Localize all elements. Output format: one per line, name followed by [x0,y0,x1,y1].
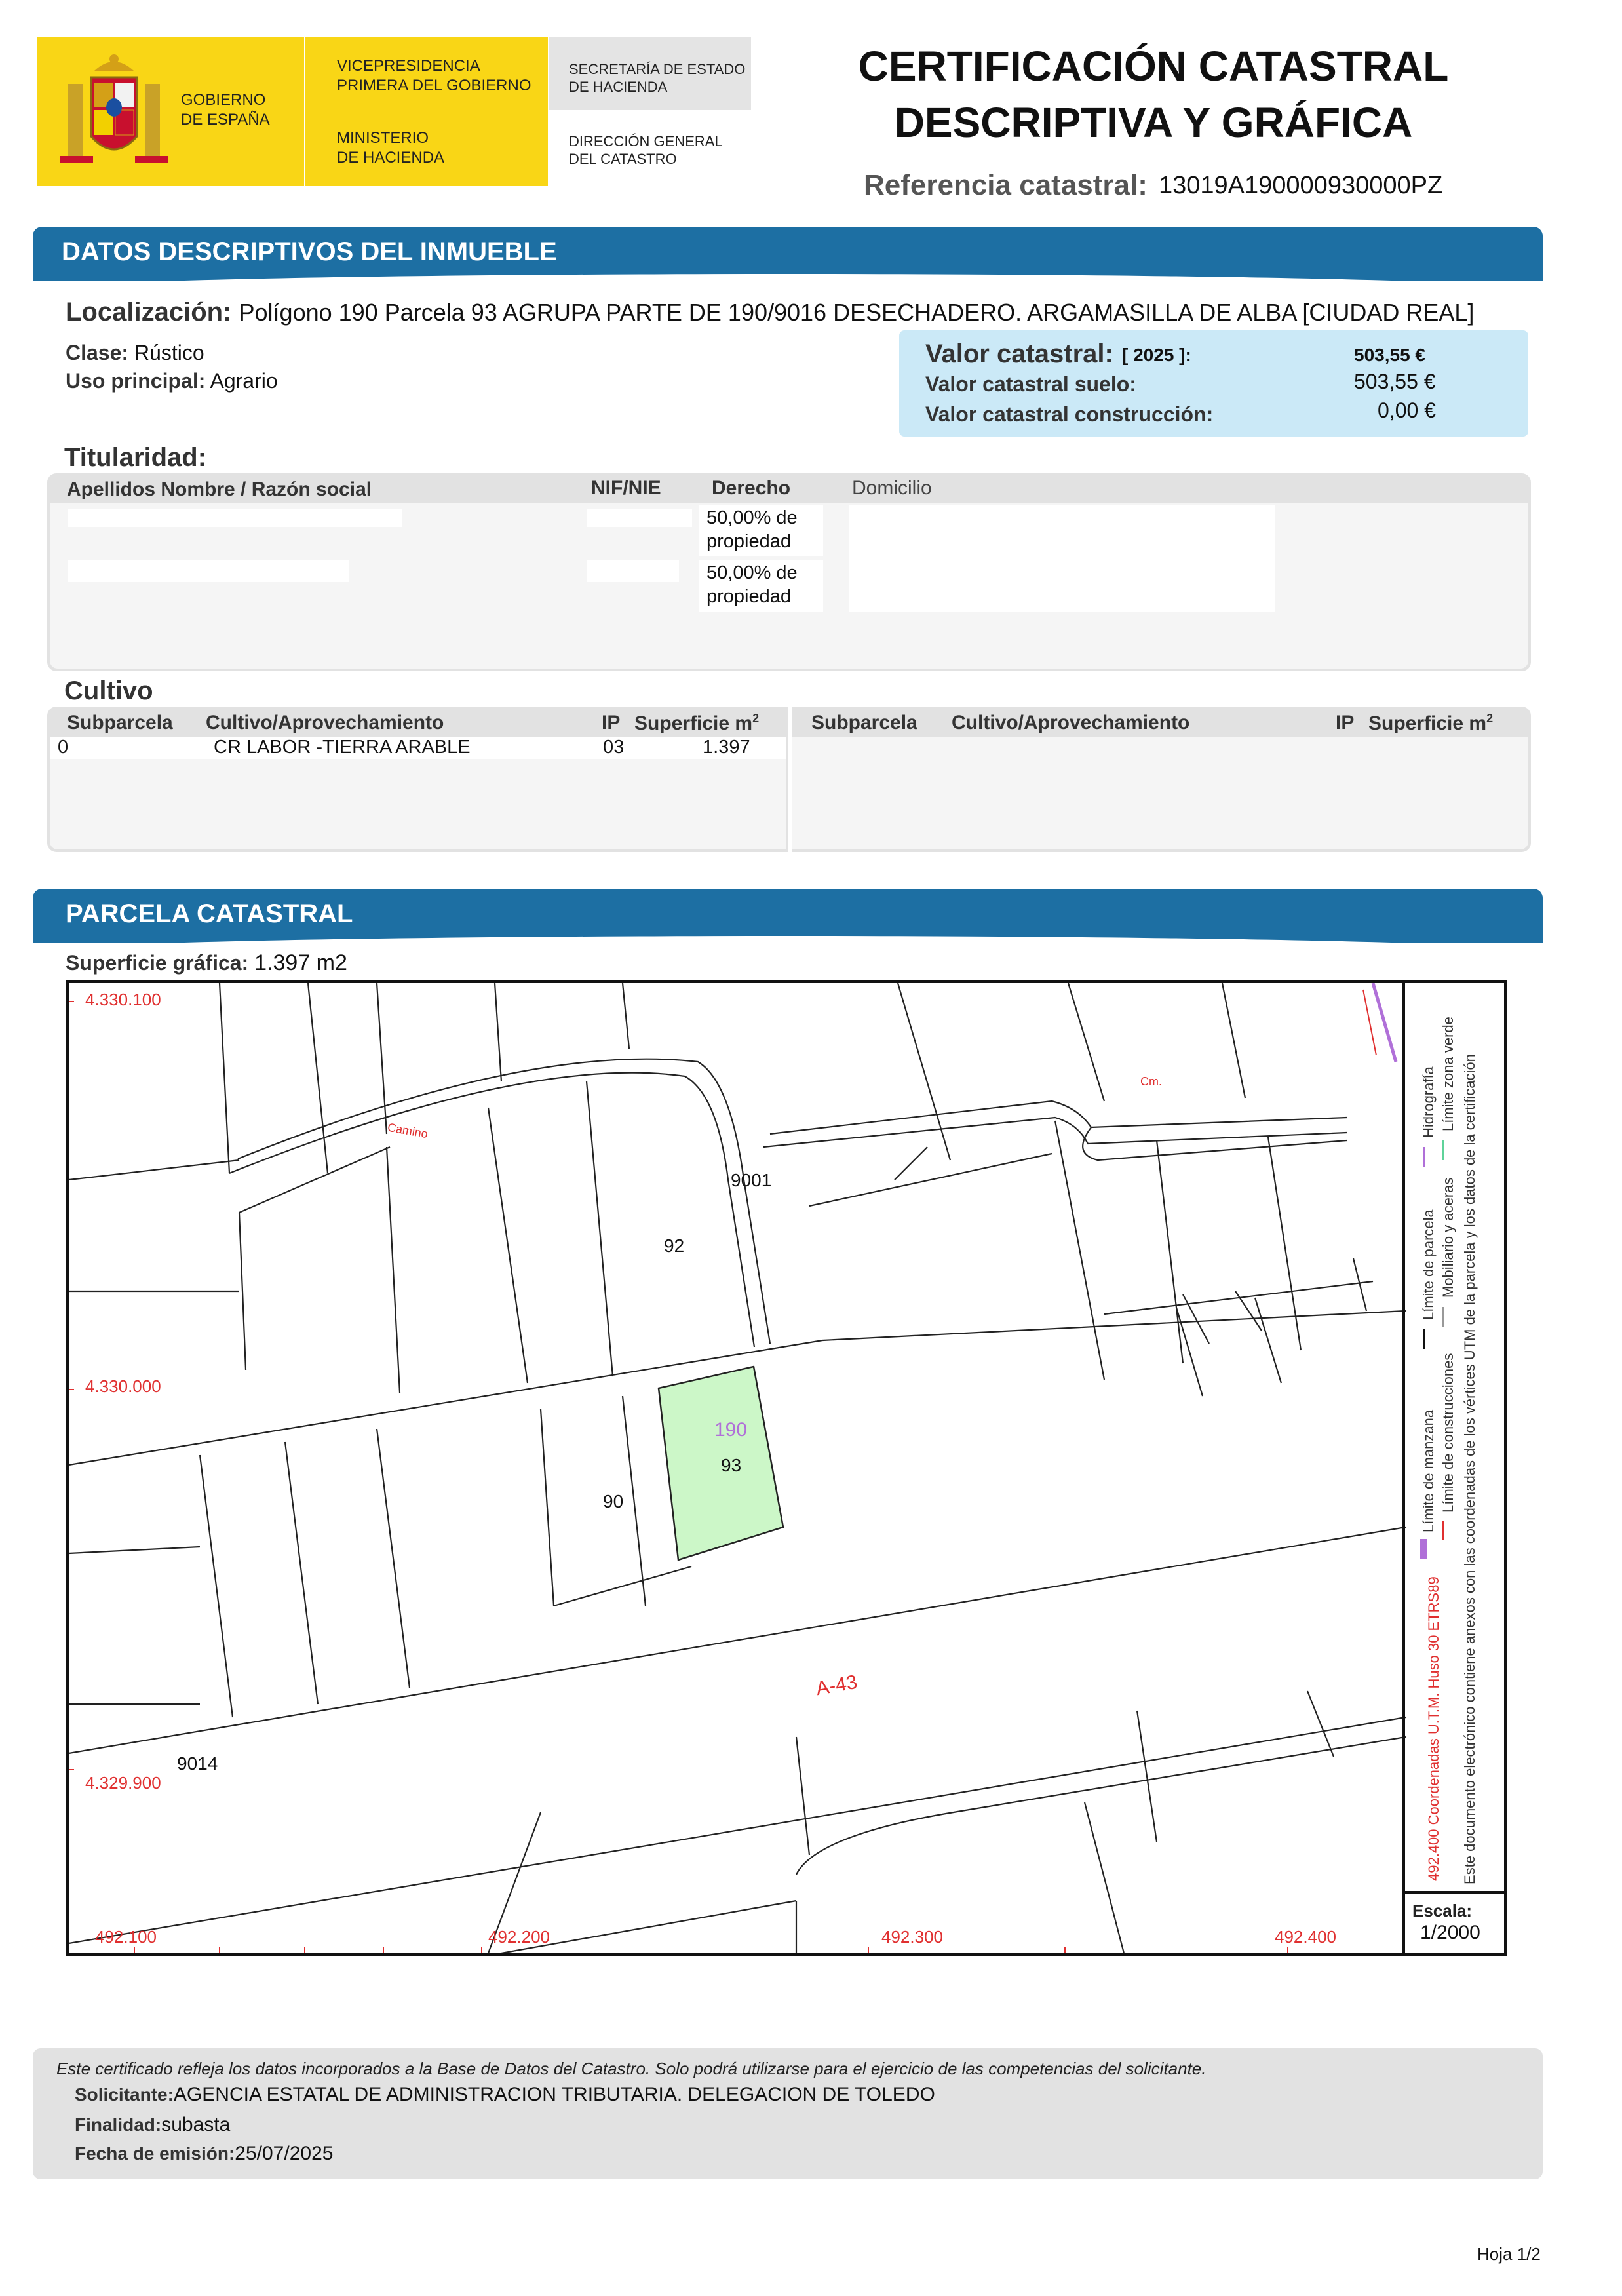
vice-line2: PRIMERA DEL GOBIERNO [337,77,531,94]
legend-constr-swatch [1442,1521,1444,1540]
label-190: 190 [714,1419,748,1441]
vice-line1: VICEPRESIDENCIA [337,57,480,75]
ministerio-line1: MINISTERIO [337,129,429,147]
owner-nif-redacted [587,509,692,527]
derecho-1-line2: propiedad [706,531,791,552]
col-derecho: Derecho [712,477,791,499]
col-superficie-l [634,712,759,735]
col-subparcela-r: Subparcela [811,712,917,733]
legend-parcela-swatch [1423,1329,1425,1349]
sup-exp-r: 2 [1486,712,1494,725]
cadastral-map [66,980,1507,1956]
footer-note: Este certificado refleja los datos incorporados a la Base de Datos del Catastro. Solo podrá utilizarse para el ejercicio de las competencias del solicitante. [56,2059,1207,2078]
suelo-value: 503,55 € [1354,370,1436,393]
col-nif: NIF/NIE [591,477,661,499]
direccion-line1: DIRECCIÓN GENERAL [569,133,723,149]
clase-row [66,341,204,365]
finalidad-value: subasta [161,2114,231,2135]
clase-value: Rústico [134,341,204,364]
solicitante-row [75,2084,935,2106]
coord-y2: 4.330.000 [85,1376,161,1396]
escala-label: Escala: [1412,1901,1473,1920]
gobierno-line1: GOBIERNO [181,91,266,109]
derecho-2-line1: 50,00% de [706,562,798,583]
col-domicilio: Domicilio [852,477,932,499]
label-a43: A-43 [814,1671,859,1700]
legend-parcela: Límite de parcela [1420,1209,1437,1320]
label-93: 93 [721,1455,742,1475]
fecha-label: Fecha de emisión: [75,2143,235,2164]
col-nombre: Apellidos Nombre / Razón social [67,478,372,500]
ministerio-line2: DE HACIENDA [337,149,445,166]
clase-label: Clase: [66,341,129,364]
doc-title-line2: DESCRIPTIVA Y GRÁFICA [894,99,1413,146]
legend-mobil-swatch [1442,1307,1444,1327]
owner-nif-redacted [587,560,679,582]
col-superficie-r [1368,712,1493,735]
valor-catastral-box [899,330,1528,437]
label-9014: 9014 [177,1753,218,1774]
cell-subparcela: 0 [58,737,69,758]
owner-name-redacted [68,509,402,527]
page-number: Hoja 1/2 [1477,2244,1541,2264]
uso-label: Uso principal: [66,369,206,393]
solicitante-label: Solicitante: [75,2084,174,2105]
fecha-value: 25/07/2025 [235,2143,334,2164]
constr-label: Valor catastral construcción: [925,402,1214,426]
legend-verde-swatch [1442,1140,1444,1160]
label-9001: 9001 [731,1170,772,1190]
secretaria-block [549,37,751,110]
uso-value: Agrario [210,369,278,393]
legend-coords: 492.400 Coordenadas U.T.M. Huso 30 ETRS89 [1425,1576,1442,1881]
descriptivos-title: DATOS DESCRIPTIVOS DEL INMUEBLE [62,237,557,266]
coord-y1: 4.330.100 [85,990,161,1009]
label-camino: Camino [386,1120,429,1141]
ref-value: 13019A190000930000PZ [1159,172,1443,199]
col-cultivo-r: Cultivo/Aprovechamiento [952,712,1190,733]
cell-ip: 03 [603,737,625,758]
finalidad-label: Finalidad: [75,2114,162,2135]
label-cm: Cm. [1140,1075,1162,1088]
legend-manzana: Límite de manzana [1420,1409,1437,1532]
gobierno-line2: DE ESPAÑA [181,111,270,128]
cell-cultivo: CR LABOR -TIERRA ARABLE [214,737,471,758]
direccion-line2: DEL CATASTRO [569,151,677,167]
doc-title-line1: CERTIFICACIÓN CATASTRAL [858,43,1449,90]
col-subparcela-l: Subparcela [67,712,173,733]
solicitante-value: AGENCIA ESTATAL DE ADMINISTRACION TRIBUTARIA. DELEGACION DE TOLEDO [173,2084,935,2105]
legend-hidro: Hidrografía [1420,1066,1437,1138]
cultivo-body-left [50,737,786,849]
derecho-2-line2: propiedad [706,586,791,607]
vicepresidencia-block [305,37,548,186]
legend-divider [1402,983,1405,1953]
secretaria-line1: SECRETARÍA DE ESTADO [569,61,746,77]
legend-manzana-swatch [1420,1539,1427,1559]
finalidad-row [75,2114,230,2136]
suelo-label: Valor catastral suelo: [925,372,1136,396]
label-90: 90 [603,1491,624,1511]
escala-divider [1402,1891,1507,1894]
sup-grafica-value: 1.397 m2 [254,950,347,975]
fecha-row [75,2143,333,2165]
col-superficie-r-text: Superficie m [1368,712,1487,734]
parcela-header [33,889,1543,943]
superficie-grafica-row [66,950,347,976]
cultivo-title: Cultivo [64,676,153,705]
coord-x2: 492.200 [488,1927,550,1947]
legend-note: Este documento electrónico contiene anexos con las coordenadas de los vértices UTM de la parcela y los datos de la certificación [1461,1054,1478,1884]
owner-name-redacted [68,560,349,582]
cell-superficie: 1.397 [703,737,750,758]
col-ip-r: IP [1336,712,1355,733]
uso-row [66,369,278,393]
header-logos [37,37,751,186]
col-superficie-l-text: Superficie m [634,712,753,734]
escala-value: 1/2000 [1420,1922,1480,1943]
coord-x3: 492.300 [881,1927,943,1947]
label-92: 92 [664,1236,685,1256]
titularidad-table [47,473,1531,671]
cultivo-body-right [792,737,1528,849]
domicilio-redacted [849,505,1275,612]
legend-constr: Límite de construcciones [1440,1353,1456,1513]
gobierno-block [37,37,304,186]
descriptivos-header [33,227,1543,281]
footer-box [33,2048,1543,2179]
localizacion-label: Localización: [66,298,232,326]
legend-mobil: Mobiliario y aceras [1440,1177,1456,1298]
coord-x1: 492.100 [95,1927,157,1947]
localizacion-row [66,298,1474,327]
valor-label: Valor catastral: [925,340,1113,368]
valor-year: [ 2025 ]: [1122,345,1191,365]
col-ip-l: IP [602,712,621,733]
constr-value: 0,00 € [1378,399,1436,422]
localizacion-value: Polígono 190 Parcela 93 AGRUPA PARTE DE 190/9016 DESECHADERO. ARGAMASILLA DE ALBA [CIUDAD REAL] [239,299,1475,326]
derecho-1-line1: 50,00% de [706,507,798,528]
titularidad-body [50,503,1528,669]
coat-of-arms-icon [55,51,173,176]
ref-label: Referencia catastral: [864,169,1148,201]
cultivo-table [47,707,1531,852]
titularidad-title: Titularidad: [64,443,207,472]
parcela-title: PARCELA CATASTRAL [66,899,353,928]
legend-verde: Límite zona verde [1440,1017,1456,1131]
col-cultivo-l: Cultivo/Aprovechamiento [206,712,444,733]
sup-exp: 2 [752,712,760,725]
derecho-cell [699,560,823,612]
secretaria-line2: DE HACIENDA [569,79,668,95]
table-row [50,737,786,759]
direccion-block [549,111,751,186]
coord-y3: 4.329.900 [85,1773,161,1793]
coord-x4: 492.400 [1275,1927,1336,1947]
valor-value: 503,55 € [1354,345,1425,365]
sup-grafica-label: Superficie gráfica: [66,951,249,975]
derecho-cell [699,505,823,556]
legend-hidro-swatch [1423,1147,1425,1167]
